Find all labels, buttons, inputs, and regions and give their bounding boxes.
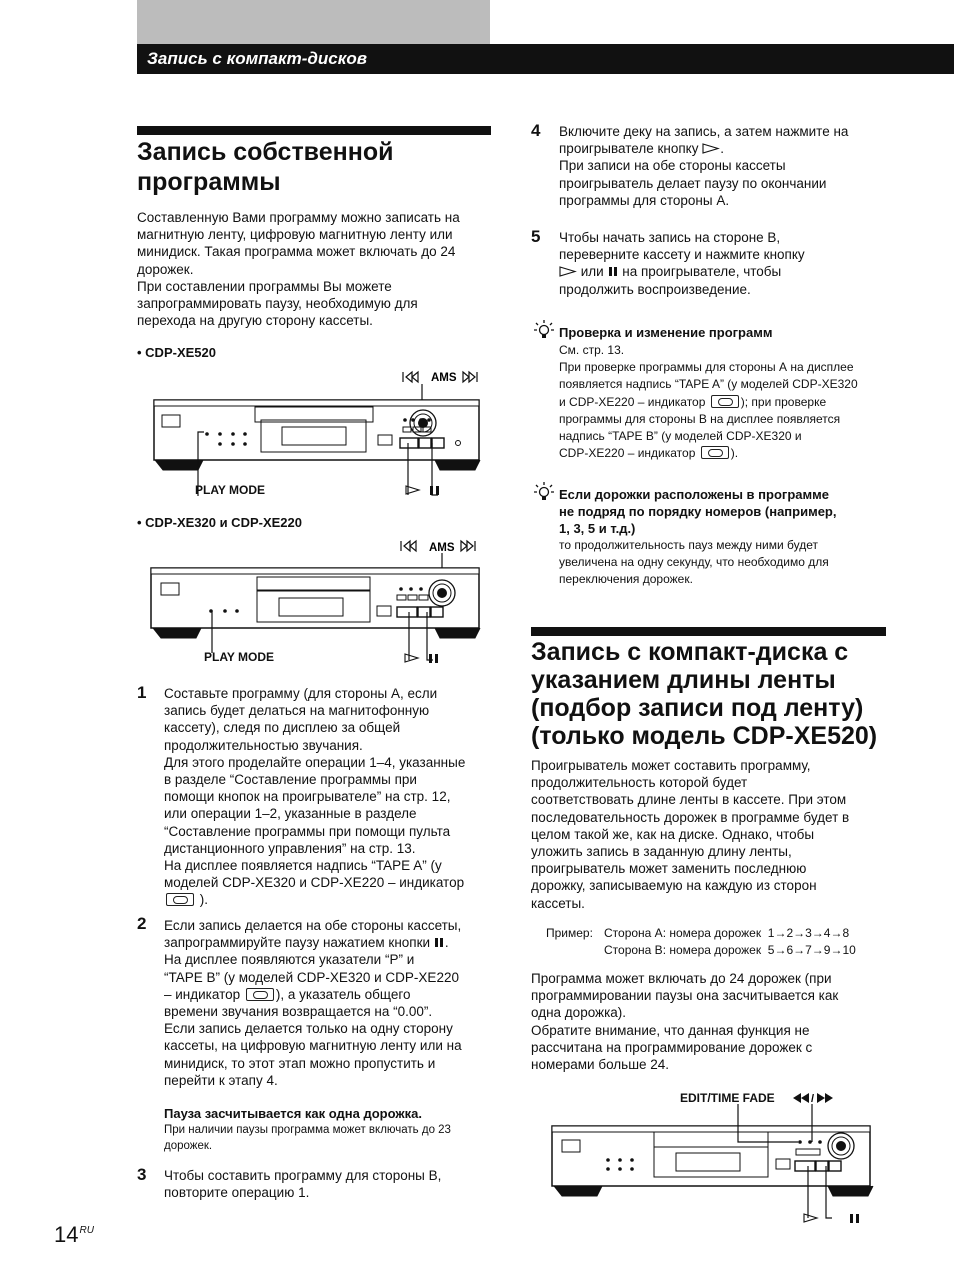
step-line: перейти к этапу 4. xyxy=(164,1072,278,1088)
tape-indicator-icon xyxy=(166,893,194,906)
section-title-line: (подбор записи под ленту) xyxy=(531,694,864,722)
pause-icon xyxy=(434,937,445,948)
ams-prev-icon xyxy=(401,541,416,551)
ams-prev-icon xyxy=(403,372,418,382)
step-line: “Составление программы при помощи пульта xyxy=(164,823,451,839)
page-language: RU xyxy=(79,1225,94,1236)
section-2-body xyxy=(531,757,891,912)
pause-icon xyxy=(849,1213,861,1224)
page-title-line2: программы xyxy=(137,168,281,196)
step-line: запрограммируйте паузу нажатием кнопки xyxy=(164,935,431,951)
page-title xyxy=(137,137,491,197)
body-line: рассчитана на программирование дорожек с xyxy=(531,1039,813,1055)
step-line: на проигрывателе, чтобы xyxy=(622,264,782,280)
tip-line: то продолжительность пауз между ними будет xyxy=(559,538,818,552)
tip-title-line: не подряд по порядку номеров (например, xyxy=(559,504,837,520)
tip-line: надпись “TAPE B” (у моделей CDP-XE320 и xyxy=(559,429,802,444)
step-line: дистанционного управления” на стр. 13. xyxy=(164,840,416,856)
step-line-end: ). xyxy=(199,892,209,908)
body-line: продолжительность которой будет xyxy=(531,775,748,791)
body-line: номерами больше 24. xyxy=(531,1057,670,1073)
tip-line: и CDP-XE220 – индикатор xyxy=(559,394,706,409)
step-line: продолжительностью звучания. xyxy=(164,737,363,753)
step-number: 2 xyxy=(137,914,147,933)
step-line: времени звучания возвращается на “0.00”. xyxy=(164,1004,433,1020)
ams-label: AMS xyxy=(429,542,455,554)
tip-line: переключения дорожек. xyxy=(559,572,693,587)
step-line: Включите деку на запись, а затем нажмите на xyxy=(559,124,849,139)
tip-2-text xyxy=(559,537,899,589)
title-rule-right xyxy=(531,627,886,636)
step-line: Для этого проделайте операции 1–4, указанные xyxy=(164,754,466,770)
tip-1-title: Проверка и изменение программ xyxy=(559,325,773,340)
example-side-a: Сторона А: номера дорожек 1→2→3→4→8 xyxy=(604,926,850,940)
pause-icon xyxy=(428,653,440,664)
section-title-2 xyxy=(531,638,931,750)
step-2-text: Если запись делается на обе стороны кассеты, запрограммируйте паузу нажатием кнопки . На дисплее появляются указатели “P” и “TAPE B” (у моделей CDP-XE320 и CDP-XE220 – индикатор ), а указатель общего времени звучания возвращается на “0.00”. Если запись делается только на одну сторону кассеты, на цифровую магнитную ленту или на минидиск, то этот этап можно пропустить и перейти к этапу 4. xyxy=(164,917,499,1089)
step-line: в разделе “Составление программы при xyxy=(164,772,417,788)
step-line: Если запись делается на обе стороны кассеты, xyxy=(164,918,462,933)
tape-indicator-icon xyxy=(701,446,729,459)
tip-line: ). xyxy=(730,446,739,461)
lightbulb-icon xyxy=(533,319,555,341)
step-1-text xyxy=(164,685,499,909)
lightbulb-icon xyxy=(533,481,555,503)
step-number: 3 xyxy=(137,1165,147,1184)
tip-line: программы для стороны В на дисплее появляется xyxy=(559,411,841,426)
step-line: Составьте программу (для стороны А, если xyxy=(164,686,438,701)
play-icon xyxy=(405,485,421,495)
step-line: “TAPE B” (у моделей CDP-XE320 и CDP-XE220 xyxy=(164,969,459,985)
tape-indicator-icon xyxy=(246,988,274,1001)
ams-next-icon xyxy=(461,541,475,551)
header-tab xyxy=(137,0,490,44)
play-icon xyxy=(559,266,577,277)
step-number: 1 xyxy=(137,683,147,702)
title-rule-left xyxy=(137,126,491,135)
intro-line: Составленную Вами программу можно записать на xyxy=(137,210,460,225)
step-5-text xyxy=(559,229,899,298)
page-number xyxy=(54,1222,94,1248)
section-header xyxy=(137,44,954,74)
example-label: Пример: xyxy=(546,926,593,940)
body-line: уложить запись в заданную длину ленты, xyxy=(531,844,792,860)
device-illustration-xe320 xyxy=(145,535,495,665)
tip-title-line: 1, 3, 5 и т.д.) xyxy=(559,521,636,537)
tip-1-text xyxy=(559,342,899,462)
intro-paragraph xyxy=(137,209,497,329)
play-mode-label: PLAY MODE xyxy=(195,483,266,497)
step-line: Чтобы составить программу для стороны В, xyxy=(164,1168,442,1183)
tip-line: ); при проверке xyxy=(740,394,827,409)
step-line: запись будет делаться на магнитофонную xyxy=(164,703,430,719)
pause-icon xyxy=(608,266,619,277)
step-line: кассеты, на цифровую магнитную ленту или на xyxy=(164,1038,462,1054)
step-line: – индикатор xyxy=(164,986,241,1002)
body-line: кассеты. xyxy=(531,895,585,911)
step-line: продолжить воспроизведение. xyxy=(559,281,751,297)
section-2-body-2 xyxy=(531,970,891,1073)
body-line: Обратите внимание, что данная функция не xyxy=(531,1022,810,1038)
note-line: дорожек. xyxy=(164,1140,213,1152)
forward-icon xyxy=(817,1093,833,1103)
body-line: последовательность дорожек в программе будет в xyxy=(531,809,850,825)
body-line: программировании паузы она засчитывается как xyxy=(531,988,839,1004)
page-number-value: 14 xyxy=(54,1222,79,1247)
step-line: кассету), следя по дисплею за общей xyxy=(164,720,401,736)
body-line: дорожку, записываемую на каждую из сторон xyxy=(531,878,817,894)
note-line: При наличии паузы программа может включать до 23 xyxy=(164,1124,451,1136)
ams-next-icon xyxy=(463,372,477,382)
intro-line: минидиск. Такая программа может включать до 24 xyxy=(137,244,456,260)
step-line: программы для стороны А. xyxy=(559,192,730,208)
step-line: или xyxy=(580,264,604,280)
body-line: соответствовать длине ленты в кассете. При этом xyxy=(531,792,847,808)
tip-2-title xyxy=(559,486,837,538)
model-heading-xe520: • CDP-XE520 xyxy=(137,345,216,360)
play-icon xyxy=(404,653,420,663)
pause-icon xyxy=(429,485,441,496)
section-title-line: указанием длины ленты xyxy=(531,666,836,694)
section-title-line: Запись с компакт-диска с xyxy=(531,638,849,666)
step-line: или операции 1–2, указанные в разделе xyxy=(164,806,417,822)
body-line: целом такой же, как на диске. Однако, чтобы xyxy=(531,826,815,842)
step-line: Если запись делается только на одну сторону xyxy=(164,1021,453,1037)
intro-line: При составлении программы Вы можете xyxy=(137,278,392,294)
step-line: При записи на обе стороны кассеты xyxy=(559,158,786,174)
device-illustration-xe520 xyxy=(145,364,495,500)
section-title: Запись с компакт-дисков xyxy=(147,49,368,68)
step-line: проигрыватель делает паузу по окончании xyxy=(559,175,827,191)
model-heading-xe320: • CDP-XE320 и CDP-XE220 xyxy=(137,515,302,530)
step-line: проигрывателе кнопку xyxy=(559,141,699,157)
tip-line: появляется надпись “TAPE A” (у моделей CDP-XE320 xyxy=(559,377,858,392)
tip-line: При проверке программы для стороны А на дисплее xyxy=(559,360,854,375)
edit-time-fade-label: EDIT/TIME FADE xyxy=(680,1091,775,1105)
svg-text:/: / xyxy=(811,1093,815,1104)
page-title-line1: Запись собственной xyxy=(137,138,394,166)
step-line: моделей CDP-XE320 и CDP-XE220 – индикатор xyxy=(164,875,465,891)
step-line: минидиск, то этот этап можно пропустить и xyxy=(164,1055,436,1071)
rewind-forward-icon xyxy=(792,1092,840,1104)
tape-indicator-icon xyxy=(711,395,739,408)
tip-title-line: Если дорожки расположены в программе xyxy=(559,487,829,502)
step-number: 4 xyxy=(531,121,541,140)
intro-line: перехода на другую сторону кассеты. xyxy=(137,313,373,329)
step-3-text xyxy=(164,1167,499,1201)
step-line: На дисплее появляется надпись “TAPE A” (у xyxy=(164,858,442,874)
intro-line: запрограммировать паузу, необходимую для xyxy=(137,296,418,312)
tip-line: CDP-XE220 – индикатор xyxy=(559,446,696,461)
tip-line: См. стр. 13. xyxy=(559,343,625,357)
body-line: Программа может включать до 24 дорожек (при xyxy=(531,971,832,986)
tip-line: увеличена на одну секунду, что необходимо для xyxy=(559,555,829,570)
step-line: На дисплее появляются указатели “P” и xyxy=(164,952,415,968)
body-line: одна дорожка). xyxy=(531,1005,627,1021)
intro-line: магнитную ленту, цифровую магнитную ленту или xyxy=(137,227,453,243)
step-4-text: Включите деку на запись, а затем нажмите на проигрывателе кнопку . При записи на обе стороны кассеты проигрыватель делает паузу по окончании программы для стороны А. xyxy=(559,123,899,209)
step-line: переверните кассету и нажмите кнопку xyxy=(559,247,805,263)
step-line: ), а указатель общего xyxy=(275,986,411,1002)
step-line: помощи кнопок на проигрывателе” на стр. 12, xyxy=(164,789,451,805)
section-title-line: (только модель CDP-XE520) xyxy=(531,722,878,750)
device-illustration-xe520-bottom xyxy=(548,1104,878,1230)
body-line: Проигрыватель может составить программу, xyxy=(531,758,811,773)
play-icon xyxy=(702,143,720,154)
body-line: проигрыватель может заменить последнюю xyxy=(531,861,807,877)
step-number: 5 xyxy=(531,227,541,246)
play-mode-label: PLAY MODE xyxy=(204,650,275,664)
note-text xyxy=(164,1122,451,1154)
play-icon xyxy=(803,1213,819,1223)
example-side-b: Сторона В: номера дорожек 5→6→7→9→10 xyxy=(604,943,856,957)
step-line: повторите операцию 1. xyxy=(164,1185,310,1201)
ams-label: AMS xyxy=(431,372,457,384)
step-line: Чтобы начать запись на стороне В, xyxy=(559,230,781,245)
intro-line: дорожек. xyxy=(137,261,194,277)
note-title: Пауза засчитывается как одна дорожка. xyxy=(164,1106,422,1121)
rewind-icon xyxy=(793,1093,809,1103)
